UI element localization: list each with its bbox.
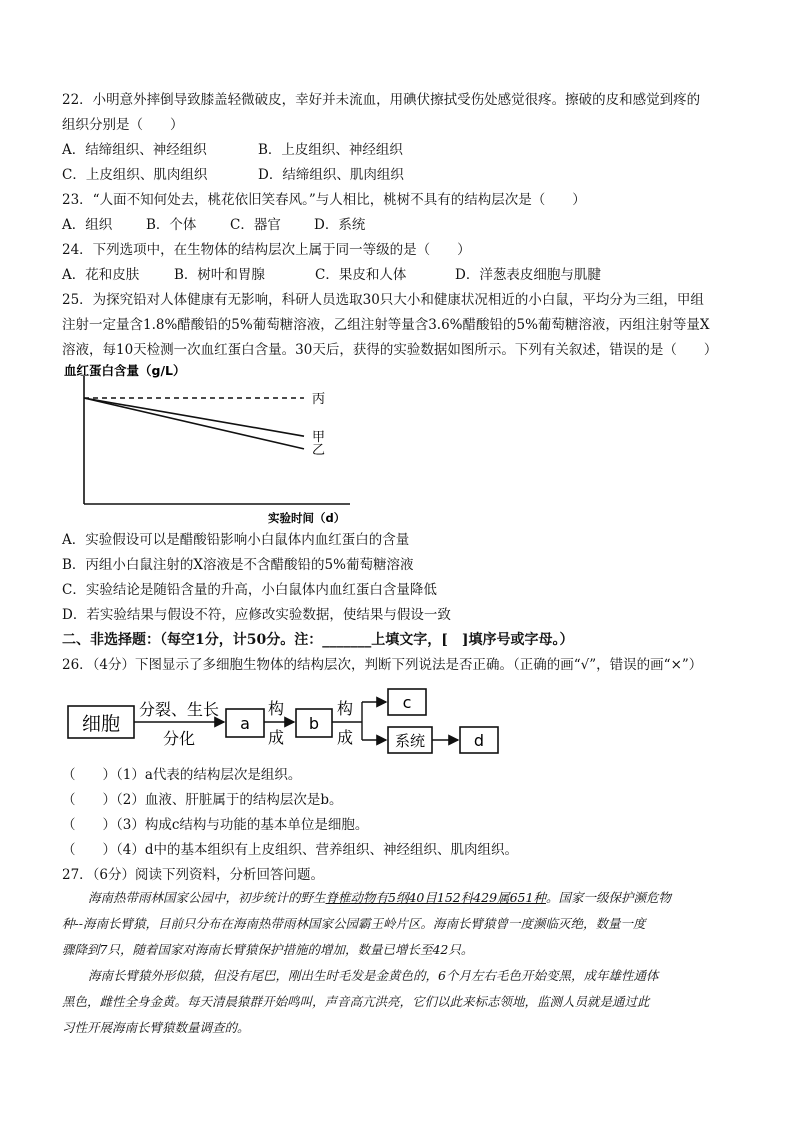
q25-option-c: C．实验结论是随铅含量的升高，小白鼠体内血红蛋白含量降低 bbox=[62, 582, 437, 598]
q25-stem-line1: 25．为探究铅对人体健康有无影响，科研人员选取30只大小和健康状况相近的小白鼠，平均分为三组，甲组 bbox=[62, 292, 704, 308]
q27-p1-text-b: 。国家一级保护濒危物 bbox=[545, 890, 671, 905]
series-label-2: 乙 bbox=[312, 442, 326, 458]
section2-heading: 二、非选择题：（每空1分，计50分。注：_______上填文字，[ ]填序号或字母。） bbox=[62, 632, 574, 648]
q27-passage-p1-line3: 骤降到7只，随着国家对海南长臂猿保护措施的增加，数量已增长至42只。 bbox=[62, 942, 474, 957]
q24-option-b: B．树叶和胃腺 bbox=[174, 267, 265, 283]
q25-option-a: A．实验假设可以是醋酸铅影响小白鼠体内血红蛋白的含量 bbox=[62, 532, 410, 548]
q24-option-d: D．洋葱表皮细胞与肌腱 bbox=[455, 267, 601, 283]
chart-y-axis-label: 血红蛋白含量（g/L） bbox=[64, 363, 186, 378]
q24-option-c: C．果皮和人体 bbox=[315, 267, 407, 283]
series-label-0: 丙 bbox=[312, 392, 326, 407]
q24-stem: 24．下列选项中，在生物体的结构层次上属于同一等级的是（ ） bbox=[62, 242, 471, 258]
hemoglobin-line-chart bbox=[58, 362, 350, 528]
series-line-2 bbox=[84, 398, 304, 449]
chart-x-axis-label: 实验时间（d） bbox=[268, 511, 346, 525]
a-label: a bbox=[240, 714, 250, 733]
q27-p1-underlined: 脊椎动物有5纲40目152科429属651种 bbox=[325, 890, 546, 905]
q27-p1-text-a: 海南热带雨林国家公园中，初步统计的野生 bbox=[88, 890, 326, 905]
q27-passage-p1-line1 bbox=[62, 886, 732, 910]
q23-stem: 23．“人面不知何处去，桃花依旧笑春风。”与人相比，桃树不具有的结构层次是（ ） bbox=[62, 192, 586, 208]
c-label: c bbox=[402, 693, 412, 712]
q22-stem-line1: 22．小明意外摔倒导致膝盖轻微破皮，幸好并未流血，用碘伏擦拭受伤处感觉很疼。擦破的皮和感觉到疼的 bbox=[62, 92, 701, 108]
q26-item-1: （ ）（1）a代表的结构层次是组织。 bbox=[62, 767, 302, 783]
arrow3-bottom-label: 成 bbox=[336, 728, 354, 747]
cell-label: 细胞 bbox=[81, 713, 121, 735]
q27-passage-p2-line3: 习性开展海南长臂猿数量调查的。 bbox=[62, 1020, 250, 1035]
structure-levels-diagram bbox=[62, 680, 512, 760]
q22-option-d: D．结缔组织、肌肉组织 bbox=[258, 167, 404, 183]
q25-stem-line2: 注射一定量含1.8%醋酸铅的5%葡萄糖溶液，乙组注射等量含3.6%醋酸铅的5%葡萄糖溶液，丙组注射等量X bbox=[62, 317, 710, 333]
q26-item-3: （ ）（3）构成c结构与功能的基本单位是细胞。 bbox=[62, 817, 369, 833]
q22-option-b: B．上皮组织、神经组织 bbox=[258, 142, 403, 158]
q27-passage-p2-line2: 黑色，雌性全身金黄。每天清晨猿群开始鸣叫，声音高亢洪亮，它们以此来标志领地，监测人员就是通过此 bbox=[62, 994, 650, 1009]
q27-passage-p2-line1: 海南长臂猿外形似猿，但没有尾巴，刚出生时毛发是金黄色的，6个月左右毛色开始变黑，成年雄性通体 bbox=[88, 968, 659, 983]
series-line-1 bbox=[84, 398, 304, 436]
arrow1-bottom-label: 分化 bbox=[162, 729, 196, 748]
q25-option-d: D．若实验结果与假设不符，应修改实验数据，使结果与假设一致 bbox=[62, 607, 451, 623]
q24-option-a: A．花和皮肤 bbox=[62, 267, 140, 283]
q26-item-4: （ ）（4）d中的基本组织有上皮组织、营养组织、神经组织、肌肉组织。 bbox=[62, 842, 518, 858]
q23-option-a: A．组织 bbox=[62, 217, 113, 233]
q22-stem-line2: 组织分别是（ ） bbox=[62, 117, 184, 133]
arrow3-top-label: 构 bbox=[336, 699, 354, 718]
q26-stem: 26．（4分）下图显示了多细胞生物体的结构层次，判断下列说法是否正确。（正确的画“√”，错误的画“×”） bbox=[62, 657, 703, 673]
arrow1-top-label: 分裂、生长 bbox=[138, 700, 220, 719]
q23-option-b: B．个体 bbox=[146, 217, 197, 233]
series-label-1: 甲 bbox=[312, 430, 326, 446]
q23-option-c: C．器官 bbox=[230, 217, 281, 233]
q27-passage-p1-line2: 种--海南长臂猿，目前只分布在海南热带雨林国家公园霸王岭片区。海南长臂猿曾一度濒临灭绝，数量一度 bbox=[62, 916, 646, 931]
arrow2-bottom-label: 成 bbox=[267, 728, 285, 747]
q26-item-2: （ ）（2）血液、肝脏属于的结构层次是b。 bbox=[62, 792, 343, 808]
q23-option-d: D．系统 bbox=[314, 217, 366, 233]
q22-option-a: A．结缔组织、神经组织 bbox=[62, 142, 207, 158]
q25-stem-line3: 溶液，每10天检测一次血红蛋白含量。30天后，获得的实验数据如图所示。下列有关叙述，错误的是（ ） bbox=[62, 342, 718, 358]
d-label: d bbox=[473, 731, 485, 750]
q27-stem: 27．（6分）阅读下列资料，分析回答问题。 bbox=[62, 867, 325, 883]
arrow2-top-label: 构 bbox=[267, 699, 285, 718]
q22-option-c: C．上皮组织、肌肉组织 bbox=[62, 167, 208, 183]
q25-option-b: B．丙组小白鼠注射的X溶液是不含醋酸铅的5%葡萄糖溶液 bbox=[62, 557, 414, 573]
system-label: 系统 bbox=[394, 732, 426, 750]
b-label: b bbox=[308, 714, 320, 733]
